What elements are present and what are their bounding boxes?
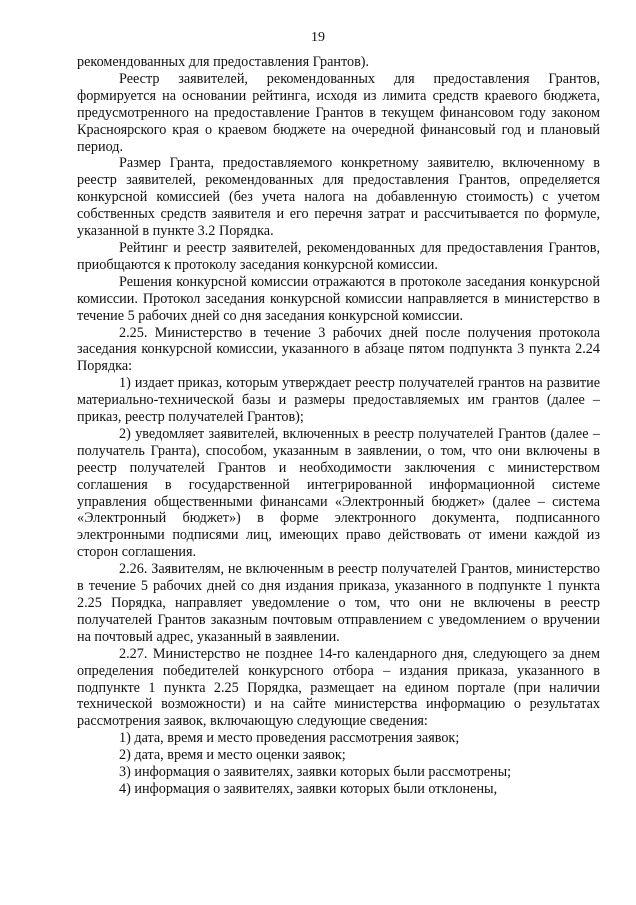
section-2-27: 2.27. Министерство не позднее 14-го календарного дня, следующего за днем определения победителей конкурсного отбора – издания приказа, указанного в подпункте 1 пункта 2.25 Порядка, размещает на едином портале (при наличии технической возможности) и на сайте министерства информацию о результатах рассмотрения заявок, включающую следующие сведения: <box>77 645 600 730</box>
list-item: 2) уведомляет заявителей, включенных в реестр получателей Грантов (далее – получатель Гранта), способом, указанным в заявлении, о том, что они включены в реестр получателей Грантов и необходимости заключения с министерством соглашения в государственной интегрированной информационной системе управления общественными финансами «Электронный бюджет» (далее – система «Электронный бюджет») в форме электронного документа, подписанного электронными подписями лиц, имеющих право действовать от имени каждой из сторон соглашения. <box>77 425 600 561</box>
paragraph: рекомендованных для предоставления Грантов). <box>77 54 370 70</box>
paragraph: Размер Гранта, предоставляемого конкретному заявителю, включенному в реестр заявителей, рекомендованных для предоставления Грантов, определяется конкурсной комиссией (без учета налога на добавленную стоимость) с учетом собственных средств заявителя и его перечня затрат и рассчитывается по формуле, указанной в пункте 3.2 Порядка. <box>77 155 600 240</box>
section-2-25: 2.25. Министерство в течение 3 рабочих дней после получения протокола заседания конкурсной комиссии, указанного в абзаце пятом подпункта 3 пункта 2.24 Порядка: <box>77 324 600 375</box>
list-item: 1) издает приказ, которым утверждает реестр получателей грантов на развитие материально-технической базы и размеры предоставляемых им грантов (далее – приказ, реестр получателей Грантов); <box>77 375 600 426</box>
document-body <box>77 54 600 798</box>
page-number: 19 <box>311 30 325 45</box>
list-item: 1) дата, время и место проведения рассмотрения заявок; <box>119 730 460 747</box>
list-item: 3) информация о заявителях, заявки которых были рассмотрены; <box>119 764 512 781</box>
paragraph: Решения конкурсной комиссии отражаются в протоколе заседания конкурсной комиссии. Протокол заседания конкурсной комиссии направляется в министерство в течение 5 рабочих дней со дня заседания конкурсной комиссии. <box>77 273 600 324</box>
list-item: 4) информация о заявителях, заявки которых были отклонены, <box>119 780 498 797</box>
paragraph: Реестр заявителей, рекомендованных для предоставления Грантов, формируется на основании рейтинга, исходя из лимита средств краевого бюджета, предусмотренного на предоставление Грантов в текущем финансовом году законом Красноярского края о краевом бюджете на очередной финансовый год и плановый период. <box>77 70 600 155</box>
paragraph: Рейтинг и реестр заявителей, рекомендованных для предоставления Грантов, приобщаются к протоколу заседания конкурсной комиссии. <box>77 239 600 273</box>
section-2-26: 2.26. Заявителям, не включенным в реестр получателей Грантов, министерство в течение 5 рабочих дней со дня издания приказа, указанного в подпункте 1 пункта 2.25 Порядка, направляет уведомление о том, что они не включены в реестр получателей Грантов заказным почтовым отправлением с уведомлением о вручении на почтовый адрес, указанный в заявлении. <box>77 561 600 645</box>
list-item: 2) дата, время и место оценки заявок; <box>119 747 346 764</box>
